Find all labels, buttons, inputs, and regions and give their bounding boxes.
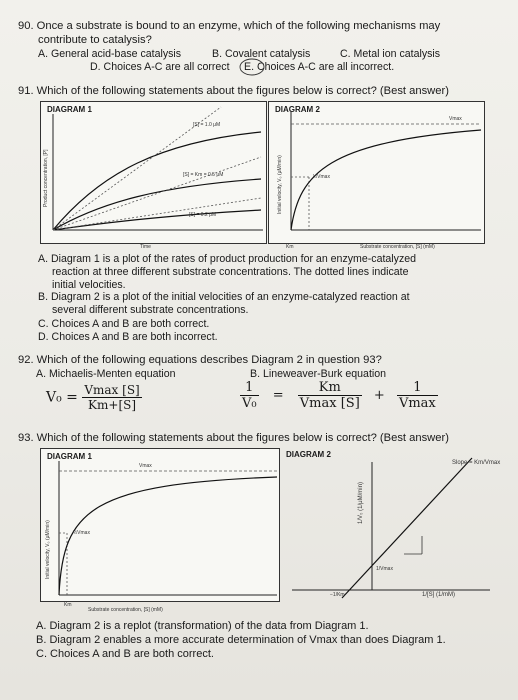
q91-d2-halfvmax-label: ½Vmax xyxy=(313,174,330,180)
mm-numerator: Vmax [S] xyxy=(84,383,140,397)
q93-diagram1 xyxy=(40,448,280,602)
lb-term1-den: Vmax [S] xyxy=(299,396,360,411)
pencil-circle-mark xyxy=(238,58,268,78)
lb-term2-num: 1 xyxy=(397,380,438,396)
q91-d2-xlabel: Substrate concentration, [S] (mM) xyxy=(360,244,435,250)
lb-plus: + xyxy=(373,388,385,403)
michaelis-menten-equation xyxy=(46,383,142,412)
q93-d2-ylabel: 1/V₀ (1/μM/min) xyxy=(358,482,364,524)
q93-option-b: B. Diagram 2 enables a more accurate determination of Vmax than does Diagram 1. xyxy=(36,634,446,646)
q93-d1-ylabel: Initial velocity, V₀ (μM/min) xyxy=(45,520,51,579)
lb-term1 xyxy=(298,380,362,411)
q93-d1-halfvmax-label: ½Vmax xyxy=(73,530,90,536)
q93-option-a: A. Diagram 2 is a replot (transformation) of the data from Diagram 1. xyxy=(36,620,369,632)
q91-diagram2 xyxy=(268,101,485,244)
q91-stem: 91. Which of the following statements about the figures below is correct? (Best answer) xyxy=(18,85,449,97)
q93-d1-vmax-label: Vmax xyxy=(139,463,152,469)
lb-equals: = xyxy=(272,388,284,403)
q91-d2-plot xyxy=(269,102,484,243)
lb-term1-num: Km xyxy=(298,380,362,396)
q91-b-line2: several different substrate concentrations. xyxy=(52,303,249,316)
q90-stem-line2: contribute to catalysis? xyxy=(38,33,152,46)
q92-option-a: A. Michaelis-Menten equation xyxy=(36,368,176,380)
q91-d2-ylabel: Initial velocity, V₀ (μM/min) xyxy=(277,155,283,214)
q93-d2-title: DIAGRAM 2 xyxy=(286,450,331,459)
q91-d2-km-label: Km xyxy=(286,244,294,250)
q93-stem: 93. Which of the following statements about the figures below is correct? (Best answer) xyxy=(18,432,449,444)
lb-lhs-den: V₀ xyxy=(242,396,257,411)
lb-lhs-num: 1 xyxy=(240,380,259,396)
question-90 xyxy=(18,20,440,47)
q91-a-line1: A. Diagram 1 is a plot of the rates of product production for an enzyme-catalyzed xyxy=(38,253,417,265)
q91-d1-curve1-label: [S] = 1.0 μM xyxy=(193,122,221,128)
mm-lhs: V₀ = xyxy=(46,389,78,406)
lb-lhs xyxy=(240,380,259,411)
q90-option-e: E. Choices A-C are all incorrect. xyxy=(244,61,395,73)
q90-option-a: A. General acid-base catalysis xyxy=(38,48,182,60)
q90-option-b: B. Covalent catalysis xyxy=(212,48,311,60)
q93-d1-km-label: Km xyxy=(64,602,72,608)
q93-d2-slope-label: Slope = Km/Vmax xyxy=(452,460,501,466)
q91-option-d: D. Choices A and B are both incorrect. xyxy=(38,331,218,343)
q90-option-c: C. Metal ion catalysis xyxy=(340,48,441,60)
q91-d1-plot xyxy=(41,102,266,243)
q91-option-b xyxy=(38,291,410,317)
q93-d1-xlabel: Substrate concentration, [S] (mM) xyxy=(88,607,163,613)
q91-d2-title: DIAGRAM 2 xyxy=(275,105,320,114)
q91-b-line1: B. Diagram 2 is a plot of the initial velocities of an enzyme-catalyzed reaction at xyxy=(38,291,410,303)
q93-d2-yint-label: 1/Vmax xyxy=(376,566,393,572)
q91-d1-ylabel: Product concentration, [P] xyxy=(43,149,49,207)
q93-diagram2 xyxy=(282,448,501,600)
lb-term2-den: Vmax xyxy=(398,396,436,411)
q91-d1-curve2-label: [S] = Km = 0.5 μM xyxy=(183,172,224,178)
q91-diagram1 xyxy=(40,101,267,244)
mm-fraction xyxy=(82,383,141,412)
q91-a-line3: initial velocities. xyxy=(52,278,126,291)
q90-stem-line1: 90. Once a substrate is bound to an enzyme, which of the following mechanisms may xyxy=(18,20,441,32)
q91-a-line2: reaction at three different substrate concentrations. The dotted lines indicate xyxy=(52,265,409,278)
q91-option-c: C. Choices A and B are both correct. xyxy=(38,318,210,330)
q93-d2-xint-label: −1/Km xyxy=(330,592,345,598)
q90-option-d: D. Choices A-C are all correct xyxy=(90,61,230,73)
lineweaver-burk-equation xyxy=(240,380,438,411)
q93-d2-plot xyxy=(282,448,492,600)
q92-stem: 92. Which of the following equations describes Diagram 2 in question 93? xyxy=(18,354,382,366)
q91-d1-title: DIAGRAM 1 xyxy=(47,105,92,114)
lb-term2 xyxy=(397,380,438,411)
q93-d1-plot xyxy=(41,449,279,601)
q91-d2-vmax-label: Vmax xyxy=(449,116,462,122)
q93-d2-xlabel: 1/[S] (1/mM) xyxy=(422,592,456,598)
q91-d1-xlabel: Time xyxy=(140,244,151,250)
q92-option-b: B. Lineweaver-Burk equation xyxy=(250,368,387,380)
q91-option-a xyxy=(38,253,416,291)
q93-option-c: C. Choices A and B are both correct. xyxy=(36,648,214,660)
q91-d1-curve3-label: [S] = 0.2 μM xyxy=(189,212,217,218)
mm-denominator: Km+[S] xyxy=(88,398,137,412)
q93-d1-title: DIAGRAM 1 xyxy=(47,452,92,461)
